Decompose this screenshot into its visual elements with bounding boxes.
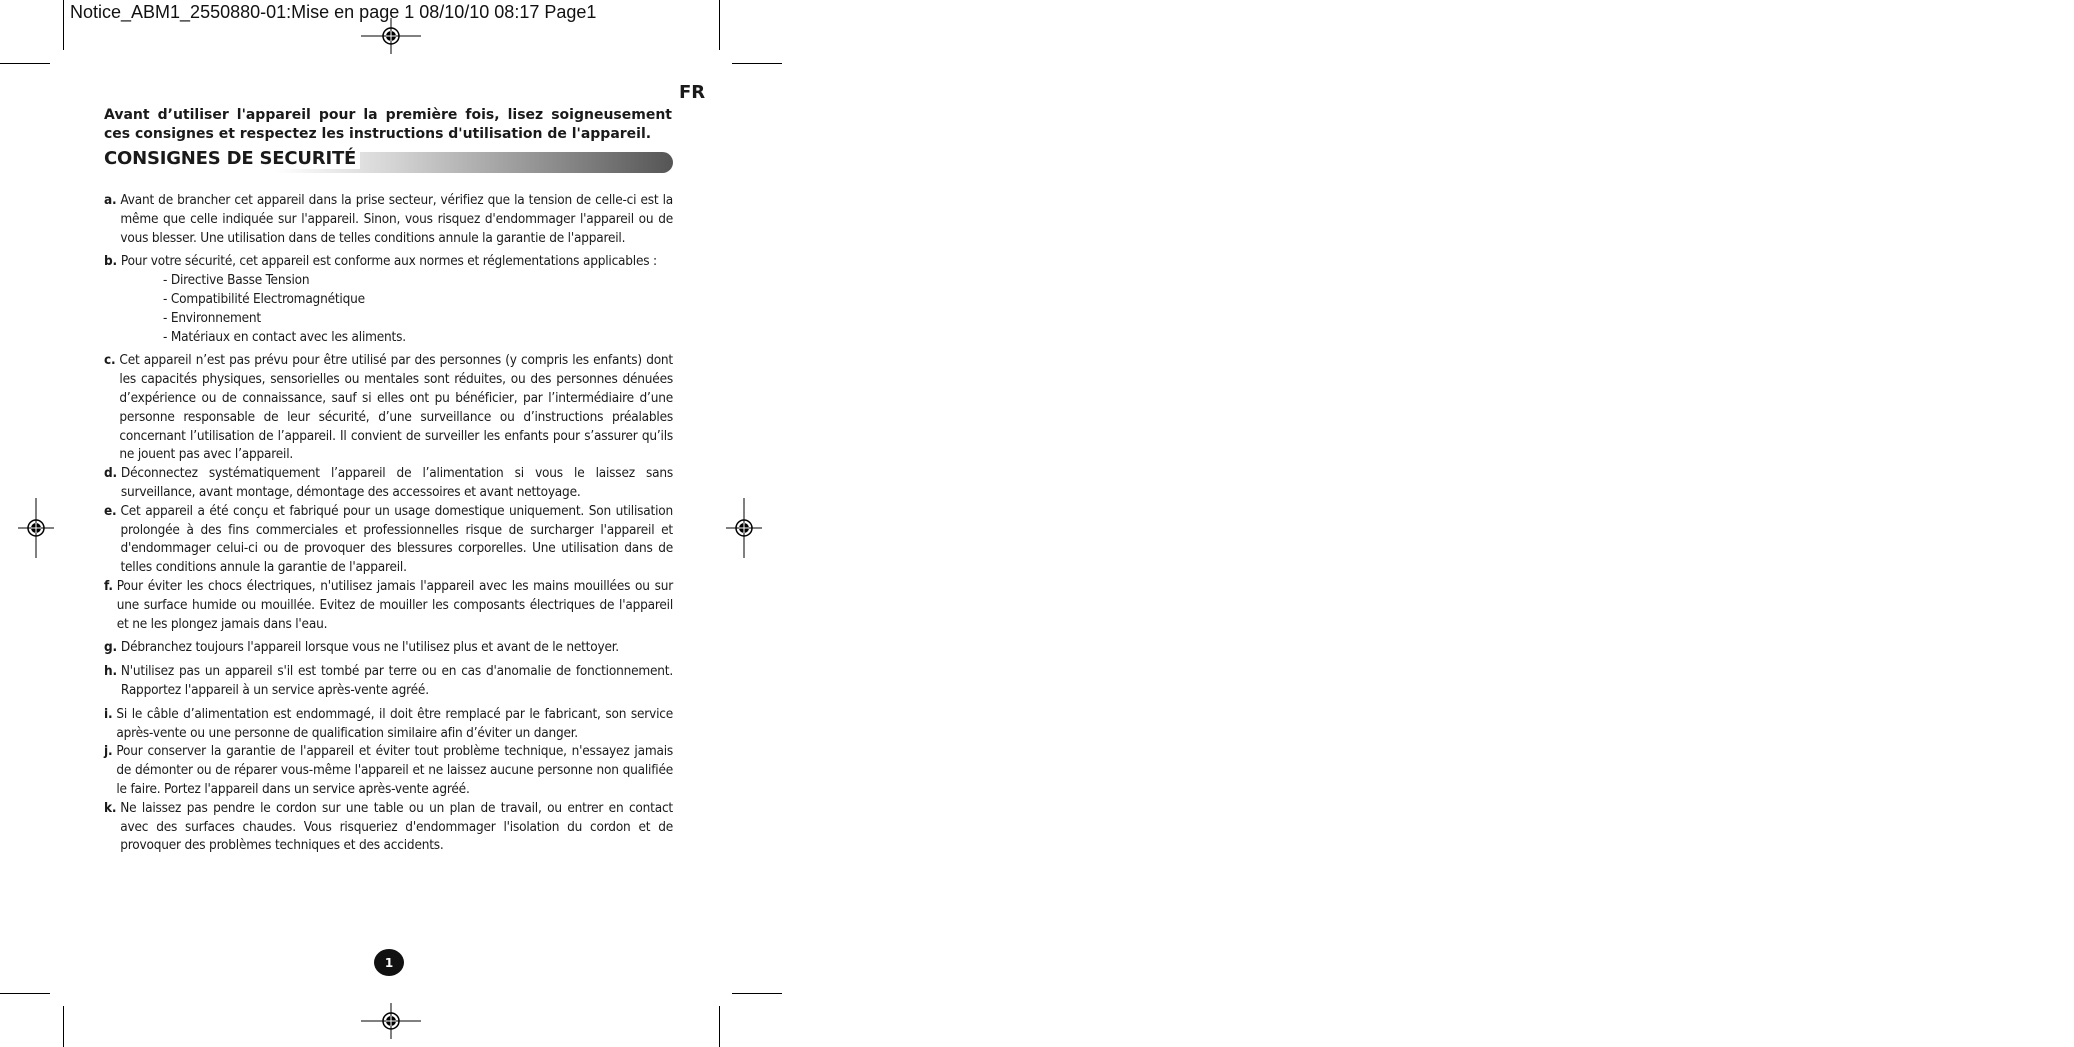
item-label: i.	[104, 705, 113, 722]
page-number: 1	[374, 949, 404, 976]
list-item	[104, 638, 673, 657]
item-text: N'utilisez pas un appareil s'il est tombé par terre ou en cas d'anomalie de fonctionnement. Rapportez l'appareil à un service après-vente agréé.	[120, 663, 673, 698]
item-text: Débranchez toujours l'appareil lorsque vous ne l'utilisez plus et avant de le nettoyer.	[120, 639, 619, 656]
standard-item: - Directive Basse Tension	[163, 272, 310, 289]
item-label: c.	[104, 352, 116, 369]
crop-mark	[732, 63, 782, 64]
item-label: e.	[104, 502, 117, 519]
item-label: g.	[104, 639, 117, 656]
item-text: Cet appareil a été conçu et fabriqué pour un usage domestique uniquement. Son utilisation prolongée à des fins commerciales et professionnelles risque de surcharger l'appareil et d'endommager celui-ci ou de provoquer des blessures corporelles. Une utilisation dans de telles conditions annule la garantie de l'appareil.	[120, 502, 673, 576]
slug-line: Notice_ABM1_2550880-01:Mise en page 1 08/10/10 08:17 Page1	[70, 2, 597, 22]
item-label: h.	[104, 663, 117, 680]
crop-mark	[719, 1006, 720, 1047]
registration-mark-icon	[18, 498, 54, 558]
list-item	[104, 705, 673, 743]
standard-item: - Environnement	[163, 309, 261, 326]
item-text: Ne laissez pas pendre le cordon sur une table ou un plan de travail, ou entrer en contact avec des surfaces chaudes. Vous risqueriez d'endommager l'isolation du cordon et de provoquer des problèmes techniques et des accidents.	[120, 799, 673, 854]
list-item	[104, 351, 673, 464]
list-item	[104, 464, 673, 502]
item-label: a.	[104, 192, 117, 208]
item-text: Avant de brancher cet appareil dans la prise secteur, vérifiez que la tension de celle-ci est la même que celle indiquée sur l'appareil. Sinon, vous risquez d'endommager l'appareil ou de vous blesser. Une utilisation dans de telles conditions annule la garantie de l'appareil.	[120, 192, 673, 246]
list-item	[104, 252, 673, 271]
item-label: b.	[104, 253, 117, 270]
standards-list	[104, 271, 673, 346]
standard-item: - Matériaux en contact avec les aliments.	[163, 328, 406, 345]
item-text: Pour votre sécurité, cet appareil est conforme aux normes et réglementations applicables :	[120, 253, 657, 270]
item-text: Si le câble d’alimentation est endommagé, il doit être remplacé par le fabricant, son service après-vente ou une personne de qualification similaire afin d’éviter un danger.	[116, 705, 673, 741]
item-text: Pour éviter les chocs électriques, n'utilisez jamais l'appareil avec les mains mouillées ou sur une surface humide ou mouillée. Evitez de mouiller les composants électriques de l'appareil et ne les plongez jamais dans l'eau.	[116, 577, 673, 632]
item-text: Cet appareil n’est pas prévu pour être utilisé par des personnes (y compris les enfants) dont les capacités physiques, sensorielles ou mentales sont réduites, ou des personnes dénuées d’expérience ou de connaissance, sauf si elles ont pu bénéficier, par l’intermédiaire d’une personne responsable de leur sécurité, d’une surveillance ou d’instructions préalables concernant l’utilisation de l’appareil. Il convient de surveiller les enfants pour s’assurer qu’ils ne jouent pas avec l’appareil.	[119, 352, 673, 463]
registration-mark-icon	[726, 498, 762, 558]
item-label: f.	[104, 577, 113, 594]
language-tag: FR	[679, 82, 706, 103]
item-label: k.	[104, 799, 117, 816]
item-label: j.	[104, 743, 113, 760]
crop-mark	[0, 993, 50, 994]
list-item	[104, 742, 673, 798]
standard-item: - Compatibilité Electromagnétique	[163, 290, 365, 307]
safety-instructions-list	[104, 191, 673, 855]
item-text: Pour conserver la garantie de l'appareil et éviter tout problème technique, n'essayez jamais de démonter ou de réparer vous-même l'appareil et ne laissez aucune personne non qualifiée le faire. Portez l'appareil dans un service après-vente agréé.	[116, 743, 673, 797]
registration-mark-icon	[361, 18, 421, 54]
list-item	[104, 662, 673, 700]
crop-mark	[0, 63, 50, 64]
item-text: Déconnectez systématiquement l’appareil de l’alimentation si vous le laissez sans surveillance, avant montage, démontage des accessoires et avant nettoyage.	[120, 465, 673, 500]
item-label: d.	[104, 465, 117, 482]
section-title: CONSIGNES DE SECURITÉ	[104, 148, 360, 169]
crop-mark	[732, 993, 782, 994]
list-item	[104, 191, 673, 247]
list-item	[104, 502, 673, 577]
crop-mark	[63, 1006, 64, 1047]
list-item	[104, 799, 673, 855]
crop-mark	[63, 0, 64, 50]
list-item	[104, 577, 673, 633]
crop-mark	[719, 0, 720, 50]
intro-paragraph: Avant d’utiliser l'appareil pour la première fois, lisez soigneusement ces consignes et respectez les instructions d'utilisation de l'appareil.	[104, 107, 672, 142]
registration-mark-icon	[361, 1003, 421, 1039]
